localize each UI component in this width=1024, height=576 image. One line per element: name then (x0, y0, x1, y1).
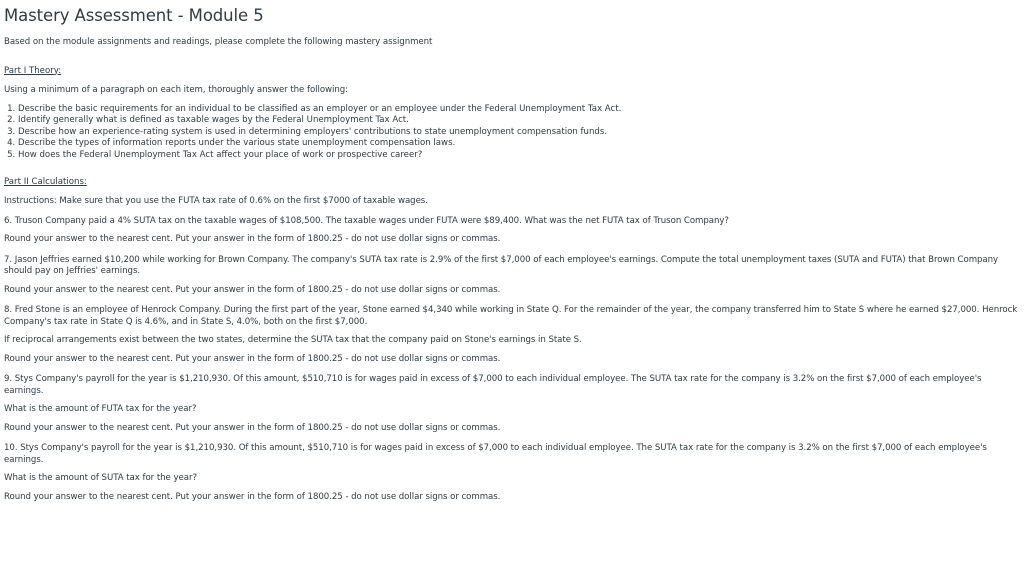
question-9-hint: Round your answer to the nearest cent. Put your answer in the form of 1800.25 - do not use dollar signs or commas. (4, 422, 501, 433)
part1-instruction: Using a minimum of a paragraph on each item, thoroughly answer the following: (4, 84, 349, 95)
intro-text: Based on the module assignments and readings, please complete the following mastery assignment (4, 37, 433, 47)
question-6-hint: Round your answer to the nearest cent. Put your answer in the form of 1800.25 - do not use dollar signs or commas. (4, 234, 501, 245)
question-10-subquestion: What is the amount of SUTA tax for the year? (4, 473, 197, 484)
page-title: Mastery Assessment - Module 5 (4, 6, 264, 25)
part1-heading-link[interactable]: Part I Theory: (4, 65, 62, 76)
question-7: 7. Jason Jeffries earned $10,200 while working for Brown Company. The company's SUTA tax rate is 2.9% of the first $7,000 of each employee's earnings. Compute the total unemployment taxes (SUTA and FUTA) that Brown Company should pay on Jeffries' earnings. (4, 254, 999, 277)
question-8: 8. Fred Stone is an employee of Henrock Company. During the first part of the year, Stone earned $4,340 while working in State Q. For the remainder of the year, the company transferred him to State S where he earned $27,000. Henrock Company's tax rate in State Q is 4.6%, and in State S, 4.0%, both on the first $7,000. (4, 305, 1018, 327)
theory-list (4, 104, 1022, 161)
part2-heading-link[interactable]: Part II Calculations: (4, 177, 87, 188)
theory-item: 1. Describe the basic requirements for an individual to be classified as an employer or an employee under the Federal Unemployment Tax Act. (18, 104, 1022, 115)
part2-instructions: Instructions: Make sure that you use the FUTA tax rate of 0.6% on the first $7000 of taxable wages. (4, 196, 428, 207)
theory-item: 2. Identify generally what is defined as taxable wages by the Federal Unemployment Tax Act. (18, 115, 1022, 126)
theory-item: 5. How does the Federal Unemployment Tax Act affect your place of work or prospective career? (18, 150, 1022, 161)
question-9-subquestion: What is the amount of FUTA tax for the year? (4, 404, 197, 415)
theory-item: 3. Describe how an experience-rating system is used in determining employers' contributions to state unemployment compensation funds. (18, 127, 1022, 138)
question-7-hint: Round your answer to the nearest cent. Put your answer in the form of 1800.25 - do not use dollar signs or commas. (4, 284, 501, 295)
theory-item: 4. Describe the types of information reports under the various state unemployment compensation laws. (18, 138, 1022, 149)
question-9: 9. Stys Company's payroll for the year is $1,210,930. Of this amount, $510,710 is for wages paid in excess of $7,000 to each individual employee. The SUTA tax rate for the company is 3.2% on the first $7,000 of each employee's earnings. (4, 374, 982, 396)
question-8-subquestion: If reciprocal arrangements exist between the two states, determine the SUTA tax that the company paid on Stone's earnings in State S. (4, 335, 582, 346)
question-6: 6. Truson Company paid a 4% SUTA tax on the taxable wages of $108,500. The taxable wages under FUTA were $89,400. What was the net FUTA tax of Truson Company? (4, 215, 729, 226)
question-8-hint: Round your answer to the nearest cent. Put your answer in the form of 1800.25 - do not use dollar signs or commas. (4, 353, 501, 364)
question-10: 10. Stys Company's payroll for the year is $1,210,930. Of this amount, $510,710 is for wages paid in excess of $7,000 to each individual employee. The SUTA tax rate for the company is 3.2% on the first $7,000 of each employee's earnings. (4, 443, 987, 465)
question-10-hint: Round your answer to the nearest cent. Put your answer in the form of 1800.25 - do not use dollar signs or commas. (4, 491, 501, 502)
